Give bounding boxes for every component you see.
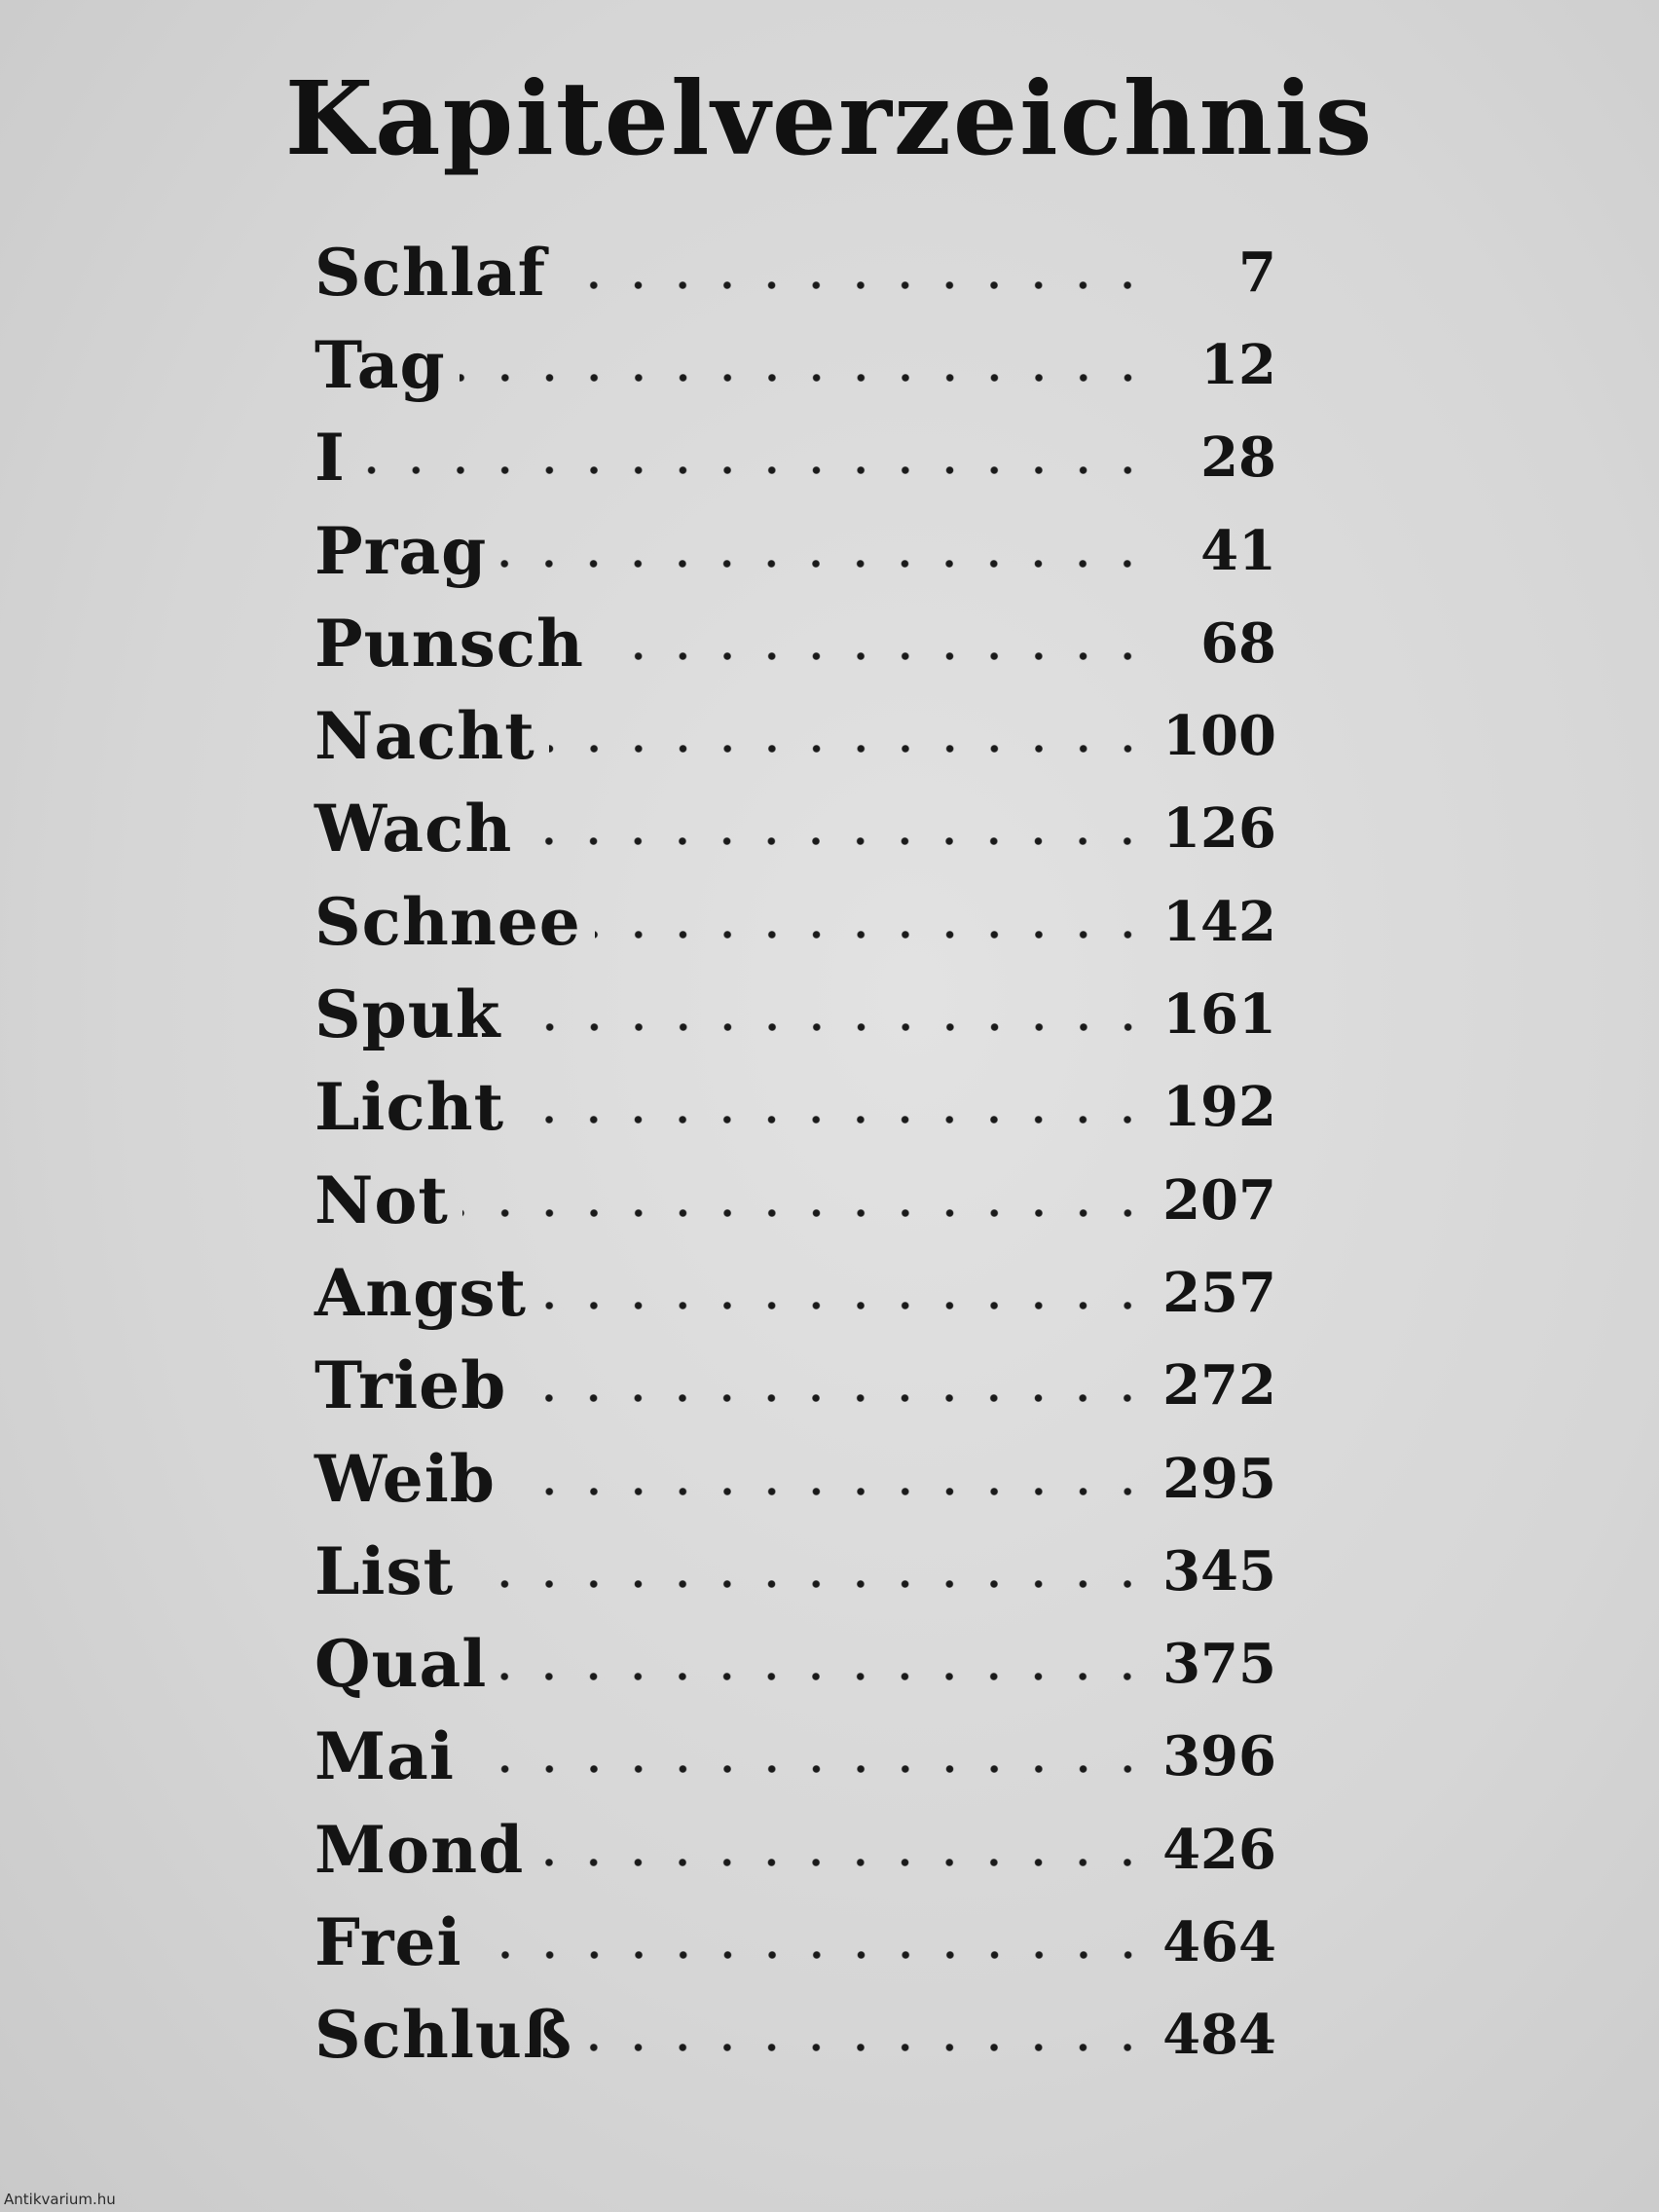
toc-entry <box>314 1711 1276 1803</box>
chapter-page-number: 396 <box>1162 1724 1276 1789</box>
chapter-page-number: 126 <box>1162 796 1276 862</box>
dot-leader <box>526 833 1150 849</box>
chapter-page-number: 161 <box>1162 982 1276 1048</box>
chapter-name: Schnee <box>314 883 581 960</box>
chapter-page-number: 484 <box>1162 2003 1276 2068</box>
dot-leader <box>509 1484 1150 1499</box>
chapter-page-number: 7 <box>1238 240 1276 305</box>
watermark: Antikvarium.hu <box>4 2191 116 2208</box>
chapter-name: Weib <box>314 1440 496 1517</box>
chapter-name: Qual <box>314 1626 488 1703</box>
chapter-name: Not <box>314 1161 449 1238</box>
chapter-name: Prag <box>314 512 488 589</box>
dot-leader <box>598 648 1150 664</box>
chapter-page-number: 100 <box>1162 704 1276 769</box>
chapter-page-number: 272 <box>1162 1353 1276 1419</box>
chapter-page-number: 68 <box>1200 610 1276 676</box>
chapter-name: Angst <box>314 1254 527 1331</box>
chapter-name: List <box>314 1532 455 1609</box>
dot-leader <box>549 741 1150 756</box>
toc-entry <box>314 875 1276 968</box>
dot-leader <box>460 370 1150 386</box>
dot-leader <box>540 1298 1150 1313</box>
toc-entry <box>314 597 1276 689</box>
dot-leader <box>595 927 1150 942</box>
toc-entry <box>314 689 1276 782</box>
chapter-page-number: 375 <box>1162 1632 1276 1697</box>
dot-leader <box>520 1390 1150 1406</box>
toc-entry <box>314 1061 1276 1154</box>
toc-entry <box>314 1340 1276 1432</box>
toc-entry <box>314 318 1276 411</box>
dot-leader <box>518 1112 1150 1127</box>
dot-leader <box>500 556 1150 571</box>
chapter-page-number: 142 <box>1162 889 1276 954</box>
dot-leader <box>560 277 1150 293</box>
chapter-name: I <box>314 420 346 497</box>
chapter-name: Schlaf <box>314 234 547 311</box>
dot-leader <box>462 1205 1150 1221</box>
chapter-page-number: 257 <box>1162 1260 1276 1325</box>
dot-leader <box>467 1576 1150 1592</box>
dot-leader <box>537 1855 1150 1870</box>
page-title: Kapitelverzeichnis <box>284 58 1375 178</box>
toc-entry <box>314 1154 1276 1246</box>
chapter-name: Nacht <box>314 698 535 775</box>
toc-entry <box>314 504 1276 597</box>
chapter-page-number: 464 <box>1162 1909 1276 1974</box>
chapter-page-number: 41 <box>1200 518 1276 583</box>
toc-entry <box>314 1989 1276 2082</box>
toc-entry <box>314 1617 1276 1710</box>
toc-entry <box>314 1432 1276 1525</box>
toc-entry <box>314 1803 1276 1896</box>
dot-leader <box>476 1947 1150 1963</box>
toc-entry <box>314 1246 1276 1339</box>
chapter-name: Spuk <box>314 977 501 1053</box>
table-of-contents <box>314 226 1276 2082</box>
dot-leader <box>359 462 1150 478</box>
chapter-name: Frei <box>314 1903 462 1980</box>
toc-entry <box>314 226 1276 318</box>
chapter-name: Punsch <box>314 605 584 682</box>
toc-entry <box>314 783 1276 875</box>
chapter-name: Mond <box>314 1811 525 1888</box>
chapter-name: Schluß <box>314 1997 573 2074</box>
chapter-page-number: 207 <box>1162 1167 1276 1233</box>
chapter-page-number: 426 <box>1162 1817 1276 1882</box>
chapter-name: Licht <box>314 1069 505 1146</box>
chapter-page-number: 295 <box>1162 1446 1276 1511</box>
chapter-page-number: 345 <box>1162 1538 1276 1604</box>
chapter-page-number: 12 <box>1200 332 1276 397</box>
toc-entry <box>314 1896 1276 1988</box>
dot-leader <box>500 1669 1150 1684</box>
chapter-name: Trieb <box>314 1347 507 1424</box>
chapter-page-number: 28 <box>1200 425 1276 491</box>
dot-leader <box>515 1019 1150 1035</box>
toc-entry <box>314 1525 1276 1617</box>
toc-entry <box>314 968 1276 1060</box>
chapter-name: Wach <box>314 791 513 867</box>
chapter-name: Tag <box>314 326 446 403</box>
dot-leader <box>468 1761 1150 1777</box>
dot-leader <box>586 2040 1150 2055</box>
toc-entry <box>314 412 1276 504</box>
chapter-name: Mai <box>314 1718 455 1795</box>
chapter-page-number: 192 <box>1162 1075 1276 1140</box>
